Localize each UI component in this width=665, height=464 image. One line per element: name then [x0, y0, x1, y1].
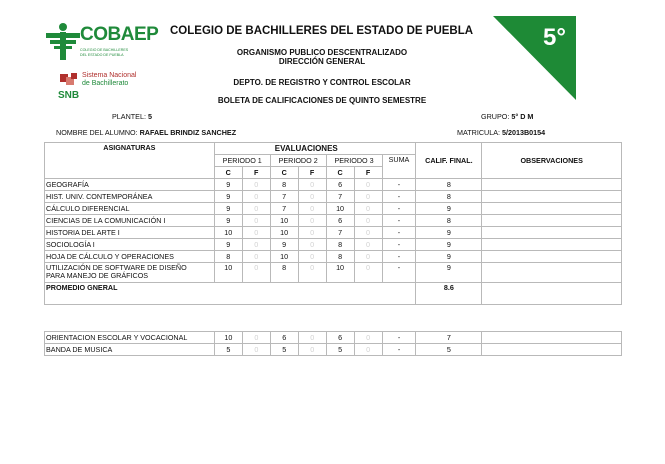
col-evaluaciones: EVALUACIONES [214, 143, 416, 155]
plantel-value: 5 [147, 112, 152, 121]
snb-logo [58, 72, 158, 102]
p2-faltas: 0 [298, 332, 326, 344]
p2-calif: 6 [270, 332, 298, 344]
p1-faltas: 0 [242, 203, 270, 215]
p3-faltas: 0 [354, 179, 382, 191]
table-row [45, 239, 622, 251]
subject-name: BANDA DE MUSICA [45, 344, 215, 356]
cobaep-emblem-icon [46, 22, 80, 62]
suma-cell: - [382, 344, 416, 356]
suma-cell: - [382, 179, 416, 191]
promedio-row [45, 283, 622, 305]
final-grade: 9 [416, 203, 482, 215]
observaciones-cell [482, 179, 622, 191]
p2-faltas: 0 [298, 203, 326, 215]
p3-faltas: 0 [354, 251, 382, 263]
p3-calif: 8 [326, 239, 354, 251]
p3-calif: 6 [326, 215, 354, 227]
observaciones-cell [482, 239, 622, 251]
p3-faltas: 0 [354, 227, 382, 239]
p1-faltas: 0 [242, 191, 270, 203]
p3-calif: 8 [326, 251, 354, 263]
observaciones-cell [482, 215, 622, 227]
p2-faltas: 0 [298, 215, 326, 227]
table-row: UTILIZACIÓN DE SOFTWARE DE DISEÑO PARA MANEJO DE GRÁFICOS 10 0 8 0 10 0 - 9 [45, 263, 622, 283]
p2-calif: 8 [270, 179, 298, 191]
matricula: MATRICULA: 5/2013B0154 [457, 128, 546, 137]
table-row [45, 344, 622, 356]
subject-name: HOJA DE CÁLCULO Y OPERACIONES [45, 251, 215, 263]
p3-faltas: 0 [354, 344, 382, 356]
p2-calif: 7 [270, 203, 298, 215]
header-row-1 [45, 143, 622, 155]
subject-name: HISTORIA DEL ARTE I [45, 227, 215, 239]
grades-body [45, 179, 622, 263]
alumno-value: RAFAEL BRINDIZ SANCHEZ [139, 128, 237, 137]
p1-calif: 10 [214, 332, 242, 344]
observaciones-cell [482, 332, 622, 344]
snb-emblem-icon [58, 72, 80, 88]
table-row [45, 215, 622, 227]
department: DEPTO. DE REGISTRO Y CONTROL ESCOLAR [233, 78, 411, 87]
p1-calif: 9 [214, 239, 242, 251]
p3-faltas: 0 [354, 239, 382, 251]
table-row [45, 227, 622, 239]
col-periodo1: PERIODO 1 [214, 155, 270, 167]
suma-cell: - [382, 227, 416, 239]
p3-faltas: 0 [354, 332, 382, 344]
p3-faltas: 0 [354, 203, 382, 215]
p2-faltas: 0 [298, 191, 326, 203]
final-grade: 5 [416, 344, 482, 356]
extra-table [44, 331, 622, 356]
col-periodo3: PERIODO 3 [326, 155, 382, 167]
org-line2: DIRECCIÓN GENERAL [278, 57, 366, 66]
grupo: GRUPO: 5° D M [481, 112, 534, 121]
grupo-value: 5° D M [511, 112, 534, 121]
p3-calif: 7 [326, 227, 354, 239]
p3-calif: 10 [326, 203, 354, 215]
observaciones-cell [482, 344, 622, 356]
table-row [45, 251, 622, 263]
p3-faltas: 0 [354, 215, 382, 227]
final-grade: 9 [416, 239, 482, 251]
plantel: PLANTEL: 5 [112, 112, 152, 121]
final-grade: 8 [416, 179, 482, 191]
observaciones-cell [482, 203, 622, 215]
col-observaciones: OBSERVACIONES [482, 143, 622, 179]
snb-title: Sistema Nacional de Bachillerato [82, 72, 137, 87]
suma-cell: - [382, 251, 416, 263]
p3-calif: 5 [326, 344, 354, 356]
matricula-value: 5/2013B0154 [502, 128, 546, 137]
subject-name: SOCIOLOGÍA I [45, 239, 215, 251]
p3-calif: 6 [326, 179, 354, 191]
promedio-label: PROMEDIO GNERAL [45, 283, 416, 305]
semester-badge [493, 16, 576, 100]
suma-cell: - [382, 239, 416, 251]
p1-calif: 5 [214, 344, 242, 356]
subject-name: ORIENTACION ESCOLAR Y VOCACIONAL [45, 332, 215, 344]
p1-calif: 9 [214, 203, 242, 215]
p1-calif: 10 [214, 227, 242, 239]
observaciones-cell [482, 251, 622, 263]
p1-faltas: 0 [242, 332, 270, 344]
school-title: COLEGIO DE BACHILLERES DEL ESTADO DE PUEBLA [170, 25, 474, 37]
suma-cell: - [382, 191, 416, 203]
p3-calif: 7 [326, 191, 354, 203]
col-suma: SUMA [382, 155, 416, 179]
p2-faltas: 0 [298, 179, 326, 191]
cobaep-subtitle: COLEGIO DE BACHILLERES DEL ESTADO DE PUEBLA [80, 48, 129, 57]
p1-calif: 8 [214, 251, 242, 263]
cobaep-logo [46, 22, 166, 64]
p2-calif: 10 [270, 227, 298, 239]
table-row [45, 332, 622, 344]
subject-name: GEOGRAFÍA [45, 179, 215, 191]
alumno: NOMBRE DEL ALUMNO: RAFAEL BRINDIZ SANCHEZ [56, 128, 237, 137]
col-asignaturas: ASIGNATURAS [45, 143, 215, 179]
final-grade: 7 [416, 332, 482, 344]
p1-faltas: 0 [242, 239, 270, 251]
extra-body [45, 332, 622, 356]
subject-name: HIST. UNIV. CONTEMPORÁNEA [45, 191, 215, 203]
final-grade: 9 [416, 227, 482, 239]
document-title: BOLETA DE CALIFICACIONES DE QUINTO SEMESTRE [217, 96, 427, 105]
final-grade: 8 [416, 191, 482, 203]
suma-cell: - [382, 332, 416, 344]
observaciones-cell [482, 191, 622, 203]
semester-number: 5° [543, 24, 566, 51]
p1-calif: 9 [214, 191, 242, 203]
final-grade: 9 [416, 251, 482, 263]
snb-short: SNB [58, 90, 80, 101]
p2-calif: 10 [270, 215, 298, 227]
p2-faltas: 0 [298, 251, 326, 263]
col-periodo2: PERIODO 2 [270, 155, 326, 167]
p2-faltas: 0 [298, 227, 326, 239]
col-final: CALIF. FINAL. [416, 143, 482, 179]
final-grade: 8 [416, 215, 482, 227]
observaciones-cell [482, 227, 622, 239]
p3-faltas: 0 [354, 191, 382, 203]
subject-name: CIENCIAS DE LA COMUNICACIÓN I [45, 215, 215, 227]
subject-name: CÁLCULO DIFERENCIAL [45, 203, 215, 215]
org-line1: ORGANISMO PUBLICO DESCENTRALIZADO [236, 48, 408, 57]
subject-name: UTILIZACIÓN DE SOFTWARE DE DISEÑO PARA MANEJO DE GRÁFICOS [45, 263, 215, 283]
p1-calif: 9 [214, 215, 242, 227]
cobaep-wordmark: COBAEP [80, 24, 159, 45]
p3-calif: 6 [326, 332, 354, 344]
p2-faltas: 0 [298, 239, 326, 251]
p1-faltas: 0 [242, 179, 270, 191]
p2-calif: 9 [270, 239, 298, 251]
p1-faltas: 0 [242, 227, 270, 239]
p2-faltas: 0 [298, 344, 326, 356]
header-row-3: C F C F C F [45, 167, 622, 179]
p2-calif: 10 [270, 251, 298, 263]
suma-cell: - [382, 203, 416, 215]
suma-cell: - [382, 215, 416, 227]
table-row [45, 179, 622, 191]
p1-faltas: 0 [242, 215, 270, 227]
p1-calif: 9 [214, 179, 242, 191]
table-row [45, 203, 622, 215]
p2-calif: 7 [270, 191, 298, 203]
p1-faltas: 0 [242, 344, 270, 356]
p1-faltas: 0 [242, 251, 270, 263]
table-row [45, 191, 622, 203]
p2-calif: 5 [270, 344, 298, 356]
grades-table [44, 142, 622, 305]
promedio-value: 8.6 [416, 283, 482, 305]
